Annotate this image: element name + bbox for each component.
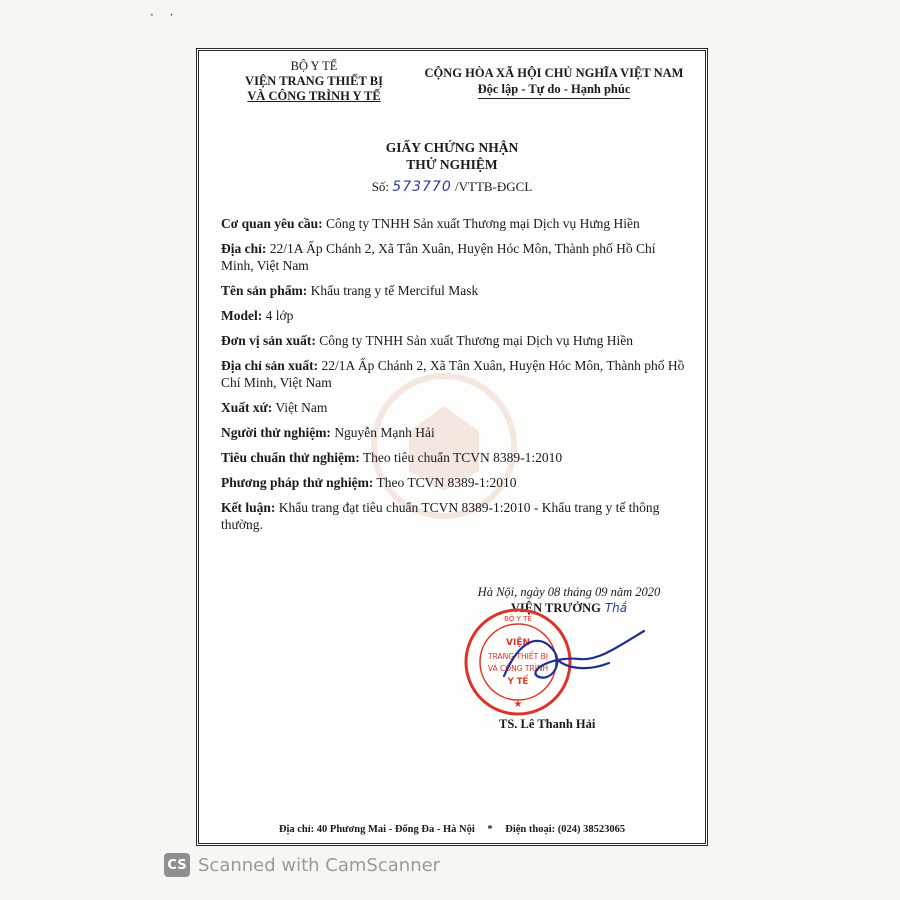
handwritten-number: 573770 xyxy=(392,179,452,195)
scanner-watermark xyxy=(164,850,440,880)
field-manufacturing-address: Địa chỉ sản xuất: 22/1A Ấp Chánh 2, Xã Tân Xuân, Huyện Hóc Môn, Thành phố Hồ Chí Minh, Việt Nam xyxy=(221,358,685,390)
footer-phone: Điện thoại: (024) 38523065 xyxy=(505,824,626,835)
field-test-standard: Tiêu chuẩn thử nghiệm: Theo tiêu chuẩn TCVN 8389-1:2010 xyxy=(221,450,563,465)
issuer-header xyxy=(239,59,389,104)
signer-position: VIỆN TRƯỞNG Thắ xyxy=(510,601,628,615)
footer-address: Địa chỉ: 40 Phương Mai - Đống Đa - Hà Nội xyxy=(278,824,475,835)
scanner-text: Scanned with CamScanner xyxy=(198,854,441,876)
field-test-method: Phương pháp thử nghiệm: Theo TCVN 8389-1:2010 xyxy=(221,475,517,490)
number-suffix: /VTTB-ĐGCL xyxy=(455,179,533,194)
seal-line4: Y TẾ xyxy=(507,677,529,687)
ministry-name: BỘ Y TẾ xyxy=(290,59,338,73)
field-conclusion: Kết luận: Khẩu trang đạt tiêu chuẩn TCVN 8389-1:2010 - Khẩu trang y tế thông thường. xyxy=(221,500,660,532)
field-origin: Xuất xứ: Việt Nam xyxy=(221,400,328,415)
handwritten-initials: Thắ xyxy=(604,601,628,615)
seal-ring-text: BỘ Y TẾ xyxy=(504,615,532,623)
signing-date: Hà Nội, ngày 08 tháng 09 năm 2020 xyxy=(477,585,661,599)
field-address: Địa chỉ: 22/1A Ấp Chánh 2, Xã Tân Xuân, Huyện Hóc Môn, Thành phố Hồ Chí Minh, Việt Nam xyxy=(221,241,656,273)
institute-name-line1: VIỆN TRANG THIẾT BỊ xyxy=(245,74,383,88)
national-motto: Độc lập - Tự do - Hạnh phúc xyxy=(478,81,631,99)
handwritten-signature xyxy=(499,621,649,691)
field-model: Model: 4 lớp xyxy=(221,308,294,323)
footer-separator: * xyxy=(487,824,493,835)
signer-name: TS. Lê Thanh Hải xyxy=(499,717,596,731)
document-title xyxy=(199,139,705,173)
seal-line3: VÀ CÔNG TRÌNH xyxy=(487,664,549,673)
document-number xyxy=(199,179,705,195)
seal-line1: VIỆN xyxy=(506,638,530,648)
certificate-page xyxy=(196,48,708,846)
seal-star-icon: ★ xyxy=(513,699,523,710)
field-requesting-agency: Cơ quan yêu cầu: Công ty TNHH Sản xuất Thương mại Dịch vụ Hưng Hiền xyxy=(221,216,640,231)
republic-name: CỘNG HÒA XÃ HỘI CHỦ NGHĨA VIỆT NAM xyxy=(424,66,684,80)
camscanner-logo-icon: CS xyxy=(164,853,190,877)
national-header xyxy=(409,65,699,99)
field-manufacturer: Đơn vị sản xuất: Công ty TNHH Sản xuất Thương mại Dịch vụ Hưng Hiền xyxy=(221,333,633,348)
footer-contact xyxy=(199,824,705,835)
field-tester: Người thử nghiệm: Nguyễn Mạnh Hải xyxy=(221,425,435,440)
scan-specks: · · xyxy=(150,8,180,22)
seal-line2: TRANG THIẾT BỊ xyxy=(488,652,548,661)
certificate-fields xyxy=(221,215,691,541)
field-product-name: Tên sản phẩm: Khẩu trang y tế Merciful Mask xyxy=(221,283,479,298)
number-label: Số: xyxy=(371,179,390,194)
title-line2: THỬ NGHIỆM xyxy=(406,157,498,172)
title-line1: GIẤY CHỨNG NHẬN xyxy=(385,140,519,155)
institute-name-line2: VÀ CÔNG TRÌNH Y TẾ xyxy=(247,89,381,103)
